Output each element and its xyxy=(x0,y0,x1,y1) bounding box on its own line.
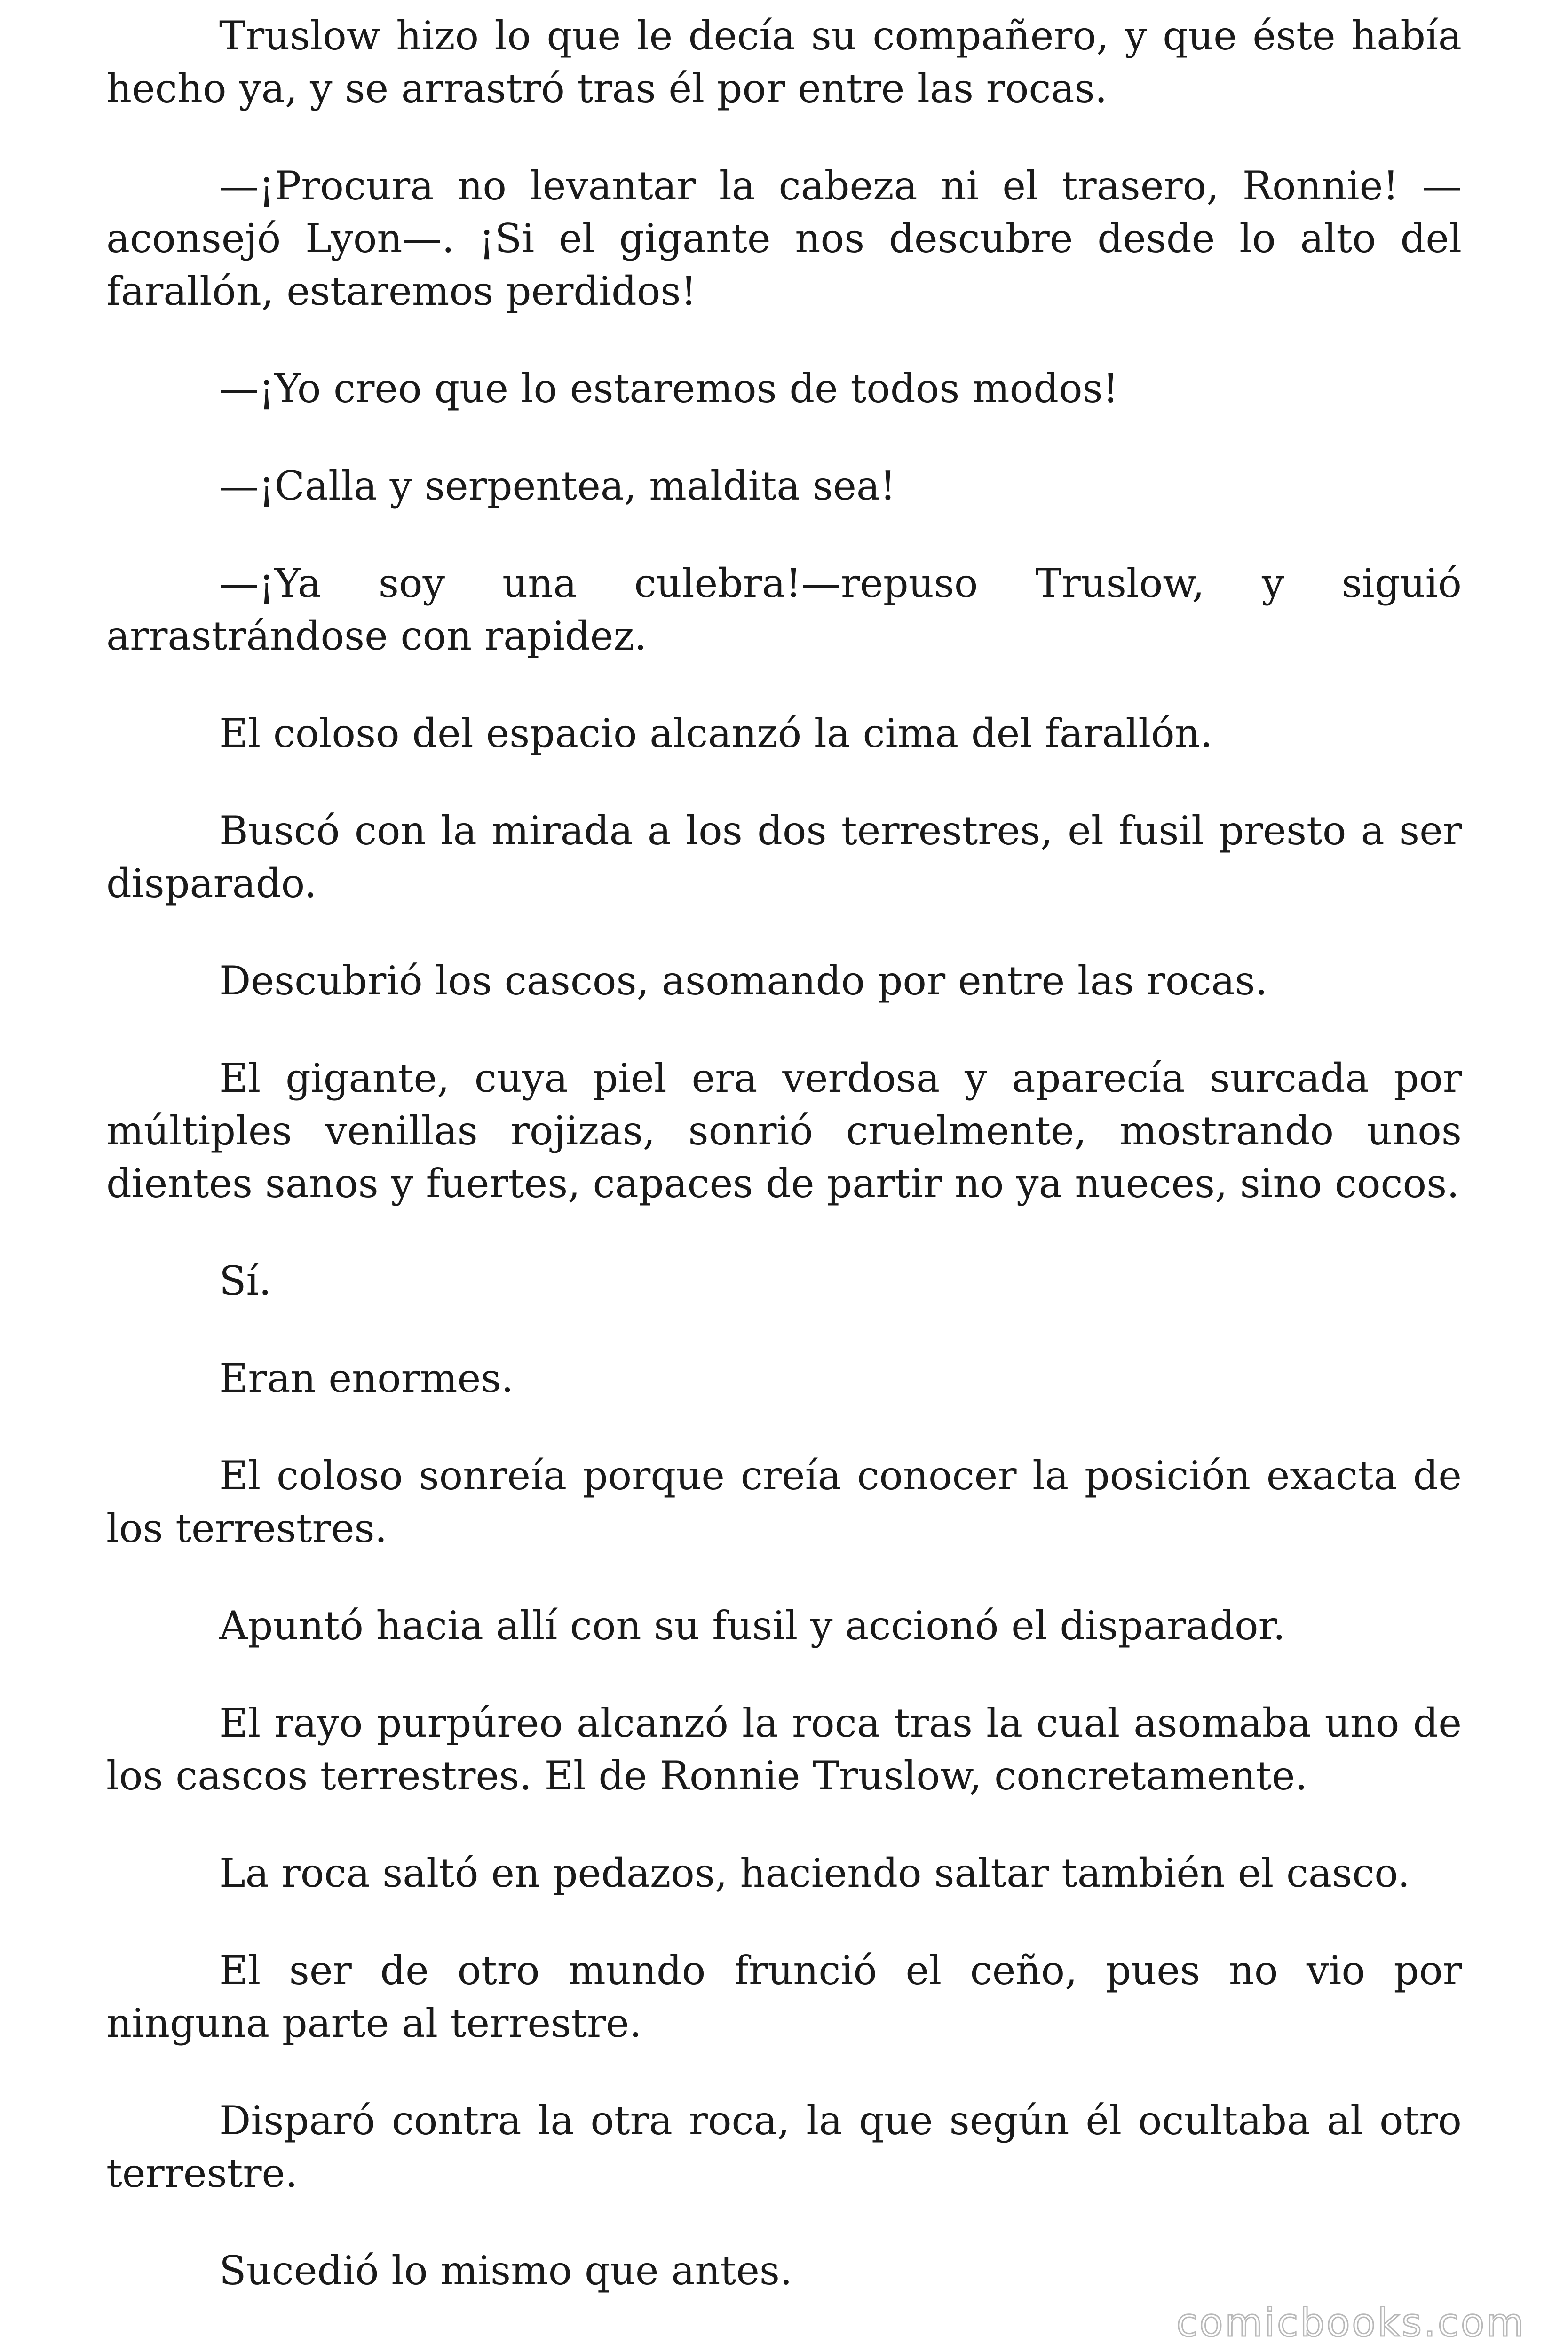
watermark: comicbooks.com xyxy=(1176,2301,1526,2345)
paragraph: Descubrió los cascos, asomando por entre las rocas. xyxy=(219,958,1268,1004)
paragraph: Truslow hizo lo que le decía su compañero, y que éste había hecho ya, y se arrastró tras él por entre las rocas. xyxy=(106,13,1462,111)
body-text xyxy=(106,9,1462,2342)
paragraph: El ser de otro mundo frunció el ceño, pues no vio por ninguna parte al terrestre. xyxy=(106,1947,1462,2046)
paragraph: La roca saltó en pedazos, haciendo saltar también el casco. xyxy=(219,1850,1410,1896)
paragraph: Apuntó hacia allí con su fusil y accionó el disparador. xyxy=(219,1603,1286,1649)
paragraph: —¡Ya soy una culebra!—repuso Truslow, y siguió arrastrándose con rapidez. xyxy=(106,560,1462,659)
paragraph: —¡Calla y serpentea, maldita sea! xyxy=(219,463,896,509)
paragraph: Eran enormes. xyxy=(219,1355,514,1401)
paragraph: Buscó con la mirada a los dos terrestres, el fusil presto a ser disparado. xyxy=(106,808,1462,906)
paragraph: Sí. xyxy=(219,1258,272,1304)
paragraph: Sucedió lo mismo que antes. xyxy=(219,2248,792,2294)
paragraph: El coloso sonreía porque creía conocer la posición exacta de los terrestres. xyxy=(106,1453,1462,1551)
paragraph: Disparó contra la otra roca, la que según él ocultaba al otro terrestre. xyxy=(106,2098,1462,2196)
paragraph: El gigante, cuya piel era verdosa y aparecía surcada por múltiples venillas rojizas, sonrió cruelmente, mostrando unos dientes sanos y fuertes, capaces de partir no ya nueces, sino cocos. xyxy=(106,1055,1462,1207)
paragraph: El coloso del espacio alcanzó la cima del farallón. xyxy=(219,710,1213,756)
paragraph: —¡Yo creo que lo estaremos de todos modos! xyxy=(219,366,1119,412)
paragraph: —¡Procura no levantar la cabeza ni el trasero, Ronnie! —aconsejó Lyon—. ¡Si el gigante nos descubre desde lo alto del farallón, estaremos perdidos! xyxy=(106,163,1462,314)
paragraph: El rayo purpúreo alcanzó la roca tras la cual asomaba uno de los cascos terrestres. El de Ronnie Truslow, concretamente. xyxy=(106,1700,1462,1799)
